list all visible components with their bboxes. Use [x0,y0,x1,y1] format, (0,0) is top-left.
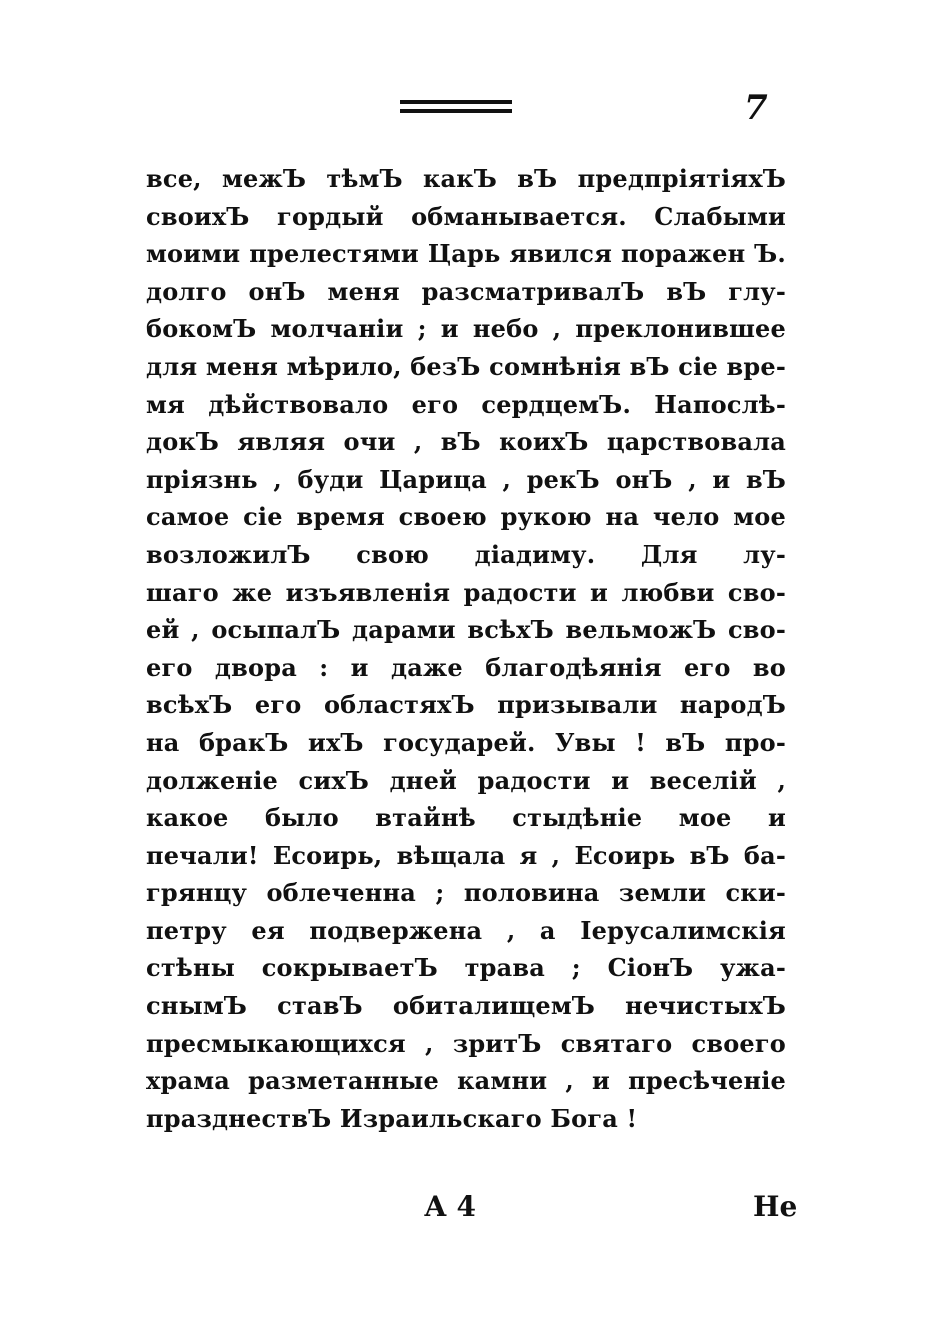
text-line: долго онЪ меня разсматривалЪ вЪ глу- [146,276,786,306]
text-line: его двора : и даже благодѣянія его во [146,652,786,682]
text-line: на бракЪ ихЪ государей. Увы ! вЪ про- [146,727,786,757]
header-rule-bottom [400,109,512,113]
text-line: храма разметанные камни , и пресѣченіе [146,1066,786,1096]
header-rule-top [400,100,512,104]
text-line: долженіе сихЪ дней радости и веселій , [146,765,786,795]
text-line: всѣхЪ его областяхЪ призывали народЪ [146,690,786,720]
text-line: своихЪ гордый обманывается. Слабыми [146,201,786,231]
text-line: петру ея подвержена , а Іерусалимскія [146,915,786,945]
text-line: какое было втайнѣ стыдѣніе мое и [146,803,786,833]
text-line: мя дѣйствовало его сердцемЪ. Напослѣ- [146,389,786,419]
text-line: снымЪ ставЪ обиталищемЪ нечистыхЪ [146,991,786,1021]
text-line: возложилЪ свою діадиму. Для лу- [146,539,786,569]
body-text [146,160,786,1137]
text-line: ей , осыпалЪ дарами всѣхЪ вельможЪ сво- [146,615,786,645]
text-line: моими прелестями Царь явился поражен Ъ. [146,239,786,269]
text-line: грянцу облеченна ; половина земли ски- [146,878,786,908]
text-line: докЪ являя очи , вЪ коихЪ царствовала [146,427,786,457]
text-line: бокомЪ молчаніи ; и небо , преклонившее [146,314,786,344]
text-line: пресмыкающихся , зритЪ святаго своего [146,1028,786,1058]
text-line: пріязнь , буди Царица , рекЪ онЪ , и вЪ [146,464,786,494]
text-line: самое сіе время своею рукою на чело мое [146,502,786,532]
page-number: 7 [744,88,768,128]
text-line: для меня мѣрило, безЪ сомнѣнія вЪ сіе вре- [146,351,786,381]
signature-mark: А 4 [424,1190,477,1223]
text-line: все, межЪ тѣмЪ какЪ вЪ предпріятіяхЪ [146,164,786,193]
text-line: празднествЪ Израильскаго Бога ! [146,1103,638,1133]
text-line: печали! Есоирь, вѣщала я , Есоирь вЪ ба- [146,840,786,870]
catchword: Не [753,1190,798,1223]
text-line: шаго же изъявленія радости и любви сво- [146,577,786,607]
text-line: стѣны сокрываетЪ трава ; СіонЪ ужа- [146,953,786,983]
